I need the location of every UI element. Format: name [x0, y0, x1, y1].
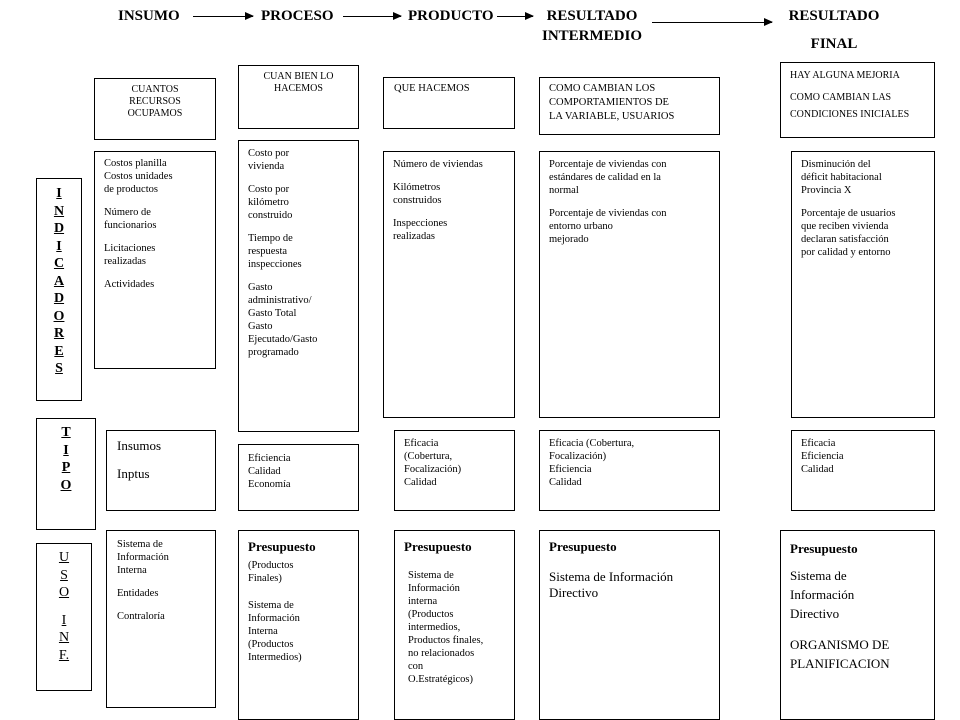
question-insumo-line: OCUPAMOS	[127, 108, 183, 119]
indicator-line: administrativo/	[248, 295, 312, 306]
indicator-line: Porcentaje de viviendas con	[549, 208, 667, 219]
uso-line: Sistema de	[408, 570, 454, 581]
question-producto	[383, 77, 515, 129]
uso-inf-label	[36, 543, 92, 691]
tipo-line: Eficiencia	[248, 453, 291, 464]
uso-line: Directivo	[549, 585, 599, 600]
indicators-intermedio	[539, 151, 720, 418]
indicators-insumo	[94, 151, 216, 369]
indicator-line: Provincia X	[801, 185, 852, 196]
uso-line: con	[408, 661, 424, 672]
tipo-line: Eficiencia	[801, 451, 844, 462]
indicator-line: construido	[248, 210, 293, 221]
uso-intermedio	[539, 530, 720, 720]
indicadores-letter: A	[53, 273, 65, 289]
indicator-line: realizadas	[104, 256, 146, 267]
header-resultado-intermedio-line2: INTERMEDIO	[541, 28, 642, 44]
indicadores-letter: D	[53, 291, 65, 306]
indicadores-letter: N	[53, 203, 65, 219]
uso-final	[780, 530, 935, 720]
indicator-line: de productos	[104, 184, 158, 195]
uso-line: Sistema de	[790, 568, 847, 583]
tipo-line: Calidad	[801, 464, 834, 475]
uso-title: Presupuesto	[248, 539, 316, 554]
question-insumo	[94, 78, 216, 140]
question-intermedio-line: LA VARIABLE, USUARIOS	[549, 111, 675, 122]
indicadores-letter: I	[56, 238, 62, 254]
header-proceso: PROCESO	[261, 8, 334, 24]
indicator-line: por calidad y entorno	[801, 247, 891, 258]
question-intermedio-line: COMPORTAMIENTOS DE	[549, 97, 669, 108]
tipo-letter: O	[60, 477, 72, 493]
indicadores-letter: C	[53, 256, 65, 271]
indicator-line: Porcentaje de viviendas con	[549, 159, 667, 170]
uso-line: (Productos	[248, 560, 294, 571]
uso-letter: S	[60, 567, 68, 583]
indicator-line: respuesta	[248, 246, 288, 257]
tipo-line: Inptus	[117, 466, 150, 481]
uso-line: Productos finales,	[408, 635, 484, 646]
header-resultado-final-line1: RESULTADO	[788, 8, 880, 24]
tipo-letter: I	[63, 442, 69, 458]
indicator-line: déficit habitacional	[801, 172, 882, 183]
question-proceso	[238, 65, 359, 129]
uso-line: no relacionados	[408, 648, 475, 659]
indicadores-letter: D	[53, 221, 65, 236]
indicadores-label	[36, 178, 82, 401]
uso-letter: F.	[58, 647, 70, 663]
uso-line: Interna	[117, 565, 147, 576]
indicator-line: Costos unidades	[104, 171, 173, 182]
indicator-line: Licitaciones	[104, 243, 156, 254]
uso-proceso	[238, 530, 359, 720]
uso-title: Presupuesto	[404, 539, 472, 554]
indicadores-letter: I	[56, 186, 62, 201]
indicator-line: normal	[549, 185, 579, 196]
indicator-line: Inspecciones	[393, 218, 448, 229]
indicator-line: realizadas	[393, 231, 435, 242]
tipo-line: (Cobertura,	[404, 451, 453, 462]
question-final	[780, 62, 935, 138]
tipo-intermedio	[539, 430, 720, 511]
indicadores-letter: E	[54, 343, 64, 359]
tipo-final	[791, 430, 935, 511]
indicator-line: declaran satisfacción	[801, 234, 889, 245]
indicator-line: Actividades	[104, 279, 155, 290]
indicator-line: construidos	[393, 195, 442, 206]
indicator-line: Tiempo de	[248, 233, 293, 244]
uso-letter: N	[58, 630, 70, 645]
tipo-line: Calidad	[404, 477, 437, 488]
indicator-line: Costos planilla	[104, 158, 167, 169]
uso-line: intermedios,	[408, 622, 461, 633]
tipo-line: Focalización)	[549, 451, 607, 462]
indicators-proceso	[238, 140, 359, 432]
indicator-line: Porcentaje de usuarios	[801, 208, 896, 219]
tipo-letter: P	[61, 460, 71, 475]
arrow-proceso-producto	[343, 16, 401, 17]
uso-line: Intermedios)	[248, 652, 302, 663]
uso-line: Información	[117, 552, 169, 563]
indicator-line: programado	[248, 347, 299, 358]
tipo-line: Eficiencia	[549, 464, 592, 475]
indicator-line: Ejecutado/Gasto	[248, 334, 318, 345]
tipo-proceso	[238, 444, 359, 511]
uso-line: Información	[790, 587, 855, 602]
indicator-line: entorno urbano	[549, 221, 613, 232]
indicator-line: funcionarios	[104, 220, 157, 231]
tipo-letter: T	[61, 425, 71, 440]
question-intermedio-line: COMO CAMBIAN LOS	[549, 83, 656, 94]
header-resultado-final	[773, 6, 895, 62]
tipo-insumo	[106, 430, 216, 511]
uso-line: Sistema de	[117, 539, 163, 550]
tipo-producto	[394, 430, 515, 511]
uso-line: Contraloría	[117, 611, 165, 622]
indicator-line: vivienda	[248, 161, 285, 172]
tipo-line: Focalización)	[404, 464, 462, 475]
uso-line: Entidades	[117, 588, 159, 599]
uso-line: Información	[248, 613, 300, 624]
tipo-line: Economía	[248, 479, 291, 490]
uso-letter: I	[61, 612, 67, 628]
question-insumo-line: RECURSOS	[129, 96, 181, 107]
tipo-line: Eficacia	[801, 438, 836, 449]
header-resultado-intermedio-line1: RESULTADO	[546, 8, 638, 24]
tipo-label	[36, 418, 96, 530]
uso-letter: U	[58, 550, 70, 565]
header-resultado-final-line2: FINAL	[810, 36, 858, 52]
question-intermedio	[539, 77, 720, 135]
header-resultado-intermedio	[532, 6, 652, 46]
indicator-line: Costo por	[248, 148, 290, 159]
indicator-line: Número de	[104, 207, 151, 218]
uso-line: interna	[408, 596, 438, 607]
indicator-line: Gasto	[248, 282, 273, 293]
question-final-line: HAY ALGUNA MEJORIA	[790, 70, 900, 81]
indicator-line: kilómetro	[248, 197, 289, 208]
indicator-line: Número de viviendas	[393, 159, 483, 170]
uso-line: (Productos	[248, 639, 294, 650]
indicator-line: inspecciones	[248, 259, 302, 270]
uso-title: Presupuesto	[790, 541, 858, 556]
tipo-line: Eficacia	[404, 438, 439, 449]
indicator-line: que reciben vivienda	[801, 221, 889, 232]
indicadores-letter: S	[55, 361, 63, 376]
uso-line: (Productos	[408, 609, 454, 620]
header-producto: PRODUCTO	[408, 8, 494, 24]
tipo-line: Calidad	[549, 477, 582, 488]
indicadores-letter: R	[53, 326, 65, 341]
indicator-line: mejorado	[549, 234, 589, 245]
uso-line: Información	[408, 583, 460, 594]
question-final-line: CONDICIONES INICIALES	[790, 109, 910, 120]
question-proceso-line: HACEMOS	[274, 83, 323, 94]
indicator-line: Kilómetros	[393, 182, 441, 193]
uso-line: O.Estratégicos)	[408, 674, 474, 685]
indicators-producto	[383, 151, 515, 418]
indicator-line: Costo por	[248, 184, 290, 195]
uso-letter	[37, 602, 91, 612]
header-insumo: INSUMO	[118, 8, 180, 24]
uso-line: Finales)	[248, 573, 282, 584]
arrow-intermedio-final	[652, 22, 772, 23]
question-insumo-line: CUANTOS	[131, 84, 179, 95]
indicators-final	[791, 151, 935, 418]
uso-line: Interna	[248, 626, 278, 637]
indicator-line: Disminución del	[801, 159, 871, 170]
question-final-line: COMO CAMBIAN LAS	[790, 92, 892, 103]
uso-line: Sistema de	[248, 600, 294, 611]
uso-insumo	[106, 530, 216, 708]
uso-line: ORGANISMO DE	[790, 637, 890, 652]
tipo-line: Insumos	[117, 438, 162, 453]
tipo-line: Calidad	[248, 466, 281, 477]
indicadores-letter: O	[53, 308, 65, 324]
uso-title: Presupuesto	[549, 539, 617, 554]
indicator-line: Gasto	[248, 321, 273, 332]
uso-line: Directivo	[790, 606, 840, 621]
arrow-producto-intermedio	[497, 16, 533, 17]
tipo-line: Eficacia (Cobertura,	[549, 438, 635, 449]
uso-line: PLANIFICACION	[790, 656, 890, 671]
indicator-line: estándares de calidad en la	[549, 172, 661, 183]
uso-line: Sistema de Información	[549, 569, 674, 584]
uso-producto	[394, 530, 515, 720]
arrow-insumo-proceso	[193, 16, 253, 17]
indicator-line: Gasto Total	[248, 308, 297, 319]
question-producto-line: QUE HACEMOS	[394, 83, 470, 94]
question-proceso-line: CUAN BIEN LO	[263, 71, 334, 82]
uso-letter: O	[58, 585, 70, 600]
